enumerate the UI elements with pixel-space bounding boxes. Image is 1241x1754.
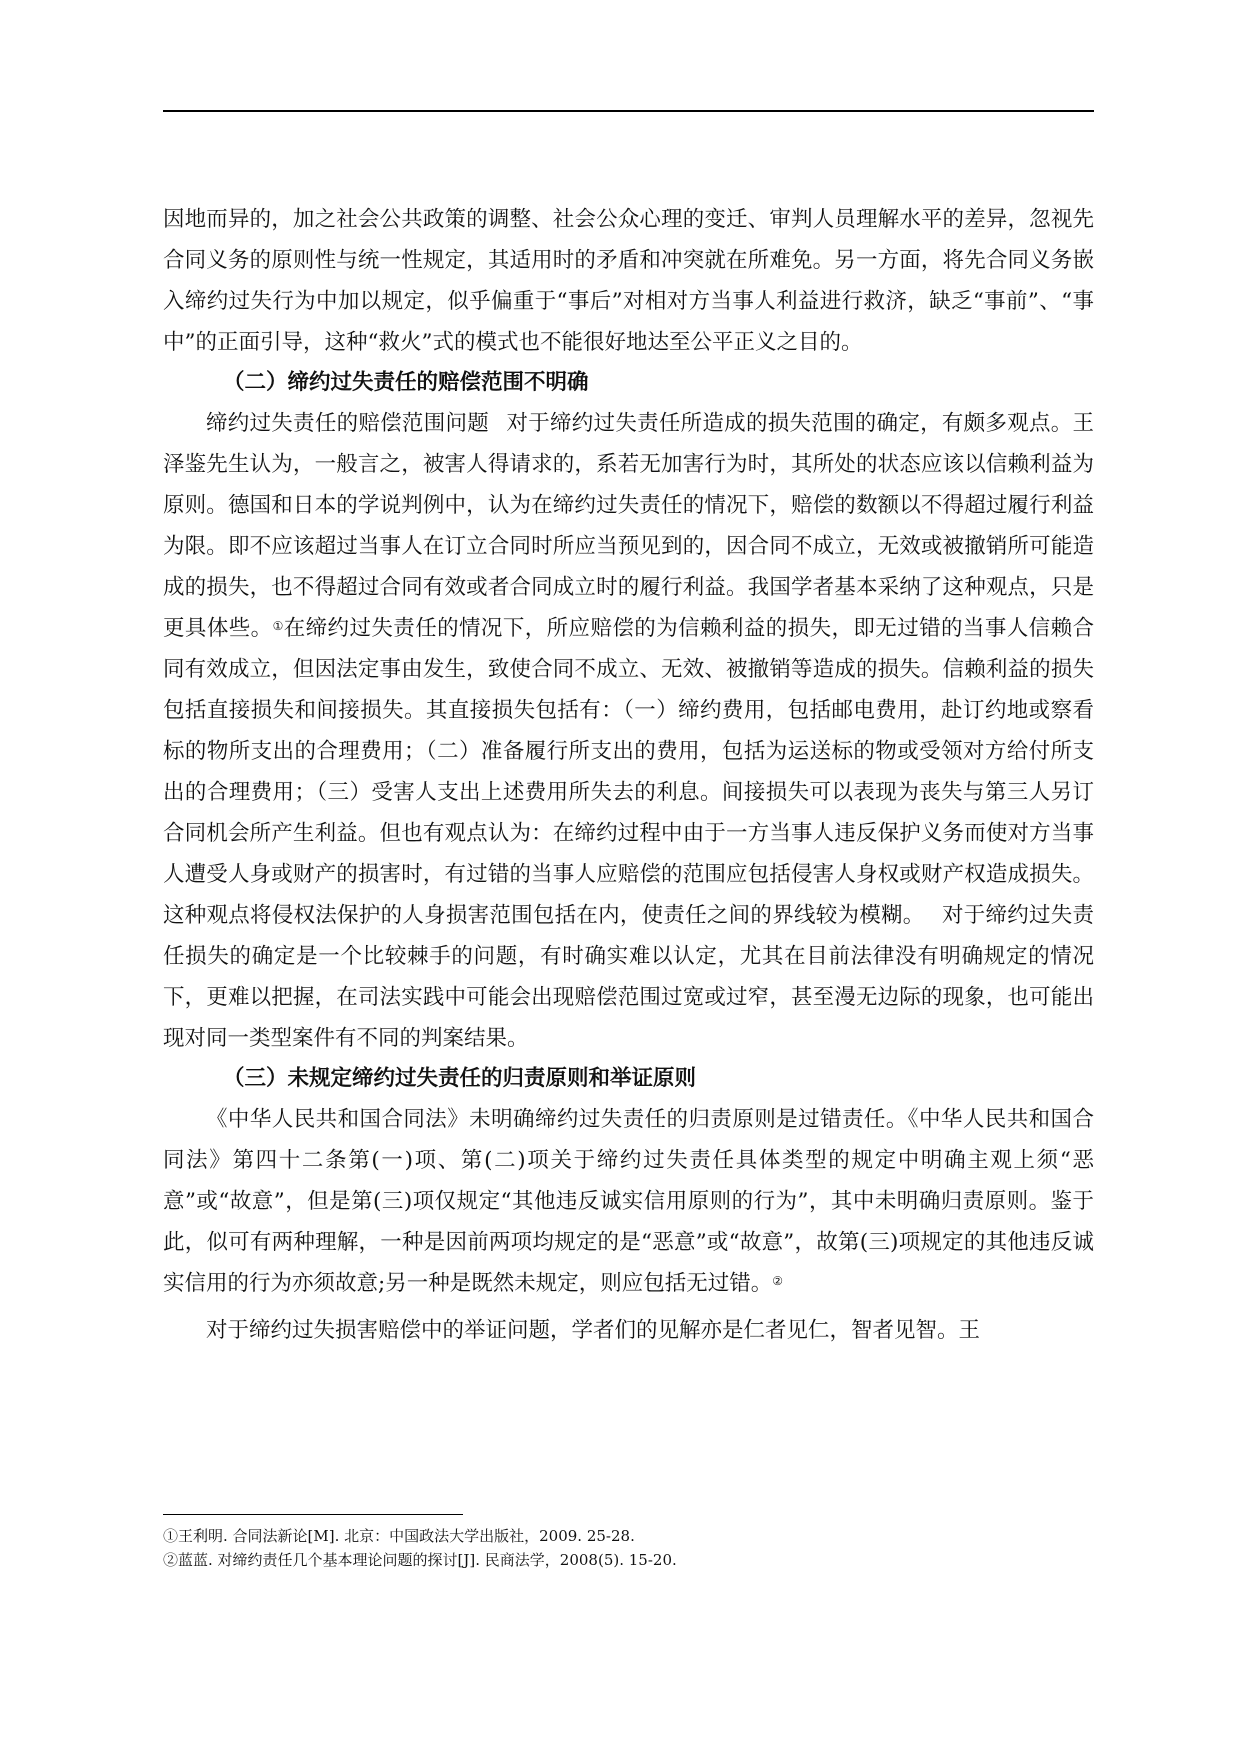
footnote-1: ①王利明. 合同法新论[M]. 北京：中国政法大学出版社，2009. 25-28. bbox=[163, 1527, 635, 1545]
paragraph-text: 对于缔约过失责任所造成的损失范围的确定，有颇多观点。王泽鉴先生认为，一般言之，被害人得请求的，系若无加害行为时，其所处的状态应该以信赖利益为原则。德国和日本的学说判例中，认为在缔约过失责任的情况下，赔偿的数额以不得超过履行利益为限。即不应该超过当事人在订立合同时所应当预见到的，因合同不成立，无效或被撤销所可能造成的损失，也不得超过合同有效或者合同成立时的履行利益。我国学者基本采纳了这种观点，只是更具体些。 bbox=[163, 411, 1094, 641]
body-text bbox=[163, 199, 1094, 1351]
paragraph-imputation bbox=[163, 1099, 1094, 1304]
footnotes bbox=[163, 1524, 1094, 1572]
paragraph-lead: 缔约过失责任的赔偿范围问题 bbox=[206, 411, 490, 436]
paragraph-compensation-scope bbox=[163, 403, 1094, 1059]
paragraph-text: 对于缔约过失责任损失的确定是一个比较棘手的问题，有时确实难以认定，尤其在目前法律没有明确规定的情况下，更难以把握，在司法实践中可能会出现赔偿范围过宽或过窄，甚至漫无边际的现象，也可能出现对同一类型案件有不同的判案结果。 bbox=[163, 903, 1094, 1051]
section-heading-2: （二）缔约过失责任的赔偿范围不明确 bbox=[223, 370, 589, 395]
section-heading-3: （三）未规定缔约过失责任的归责原则和举证原则 bbox=[223, 1066, 697, 1091]
footnote-2: ②蓝蓝. 对缔约责任几个基本理论问题的探讨[J]. 民商法学，2008(5). 15-20. bbox=[163, 1551, 677, 1569]
paragraph-text: 《中华人民共和国合同法》未明确缔约过失责任的归责原则是过错责任。《中华人民共和国合同法》第四十二条第(一)项、第(二)项关于缔约过失责任具体类型的规定中明确主观上须“恶意”或“故意”，但是第(三)项仅规定“其他违反诚实信用原则的行为”，其中未明确归责原则。鉴于此，似可有两种理解，一种是因前两项均规定的是“恶意”或“故意”，故第(三)项规定的其他违反诚实信用的行为亦须故意;另一种是既然未规定，则应包括无过错。 bbox=[163, 1107, 1094, 1296]
footnote-separator bbox=[163, 1514, 463, 1515]
header-rule bbox=[163, 110, 1094, 112]
footnote-ref-1[interactable]: ① bbox=[272, 619, 284, 633]
footnote-ref-2[interactable]: ② bbox=[772, 1274, 784, 1288]
paragraph-continued: 因地而异的，加之社会公共政策的调整、社会公众心理的变迁、审判人员理解水平的差异，忽视先合同义务的原则性与统一性规定，其适用时的矛盾和冲突就在所难免。另一方面，将先合同义务嵌入缔约过失行为中加以规定，似乎偏重于“事后”对相对方当事人利益进行救济，缺乏“事前”、“事中”的正面引导，这种“救火”式的模式也不能很好地达至公平正义之目的。 bbox=[163, 207, 1094, 355]
paragraph-burden-of-proof: 对于缔约过失损害赔偿中的举证问题，学者们的见解亦是仁者见仁，智者见智。王 bbox=[206, 1318, 981, 1343]
paragraph-text: 在缔约过失责任的情况下，所应赔偿的为信赖利益的损失，即无过错的当事人信赖合同有效成立，但因法定事由发生，致使合同不成立、无效、被撤销等造成的损失。信赖利益的损失包括直接损失和间接损失。其直接损失包括有：（一）缔约费用，包括邮电费用，赴订约地或察看标的物所支出的合理费用；（二）准备履行所支出的费用，包括为运送标的物或受领对方给付所支出的合理费用；（三）受害人支出上述费用所失去的利息。间接损失可以表现为丧失与第三人另订合同机会所产生利益。但也有观点认为：在缔约过程中由于一方当事人违反保护义务而使对方当事人遭受人身或财产的损害时，有过错的当事人应赔偿的范围应包括侵害人身权或财产权造成损失。这种观点将侵权法保护的人身损害范围包括在内，使责任之间的界线较为模糊。 bbox=[163, 616, 1094, 928]
